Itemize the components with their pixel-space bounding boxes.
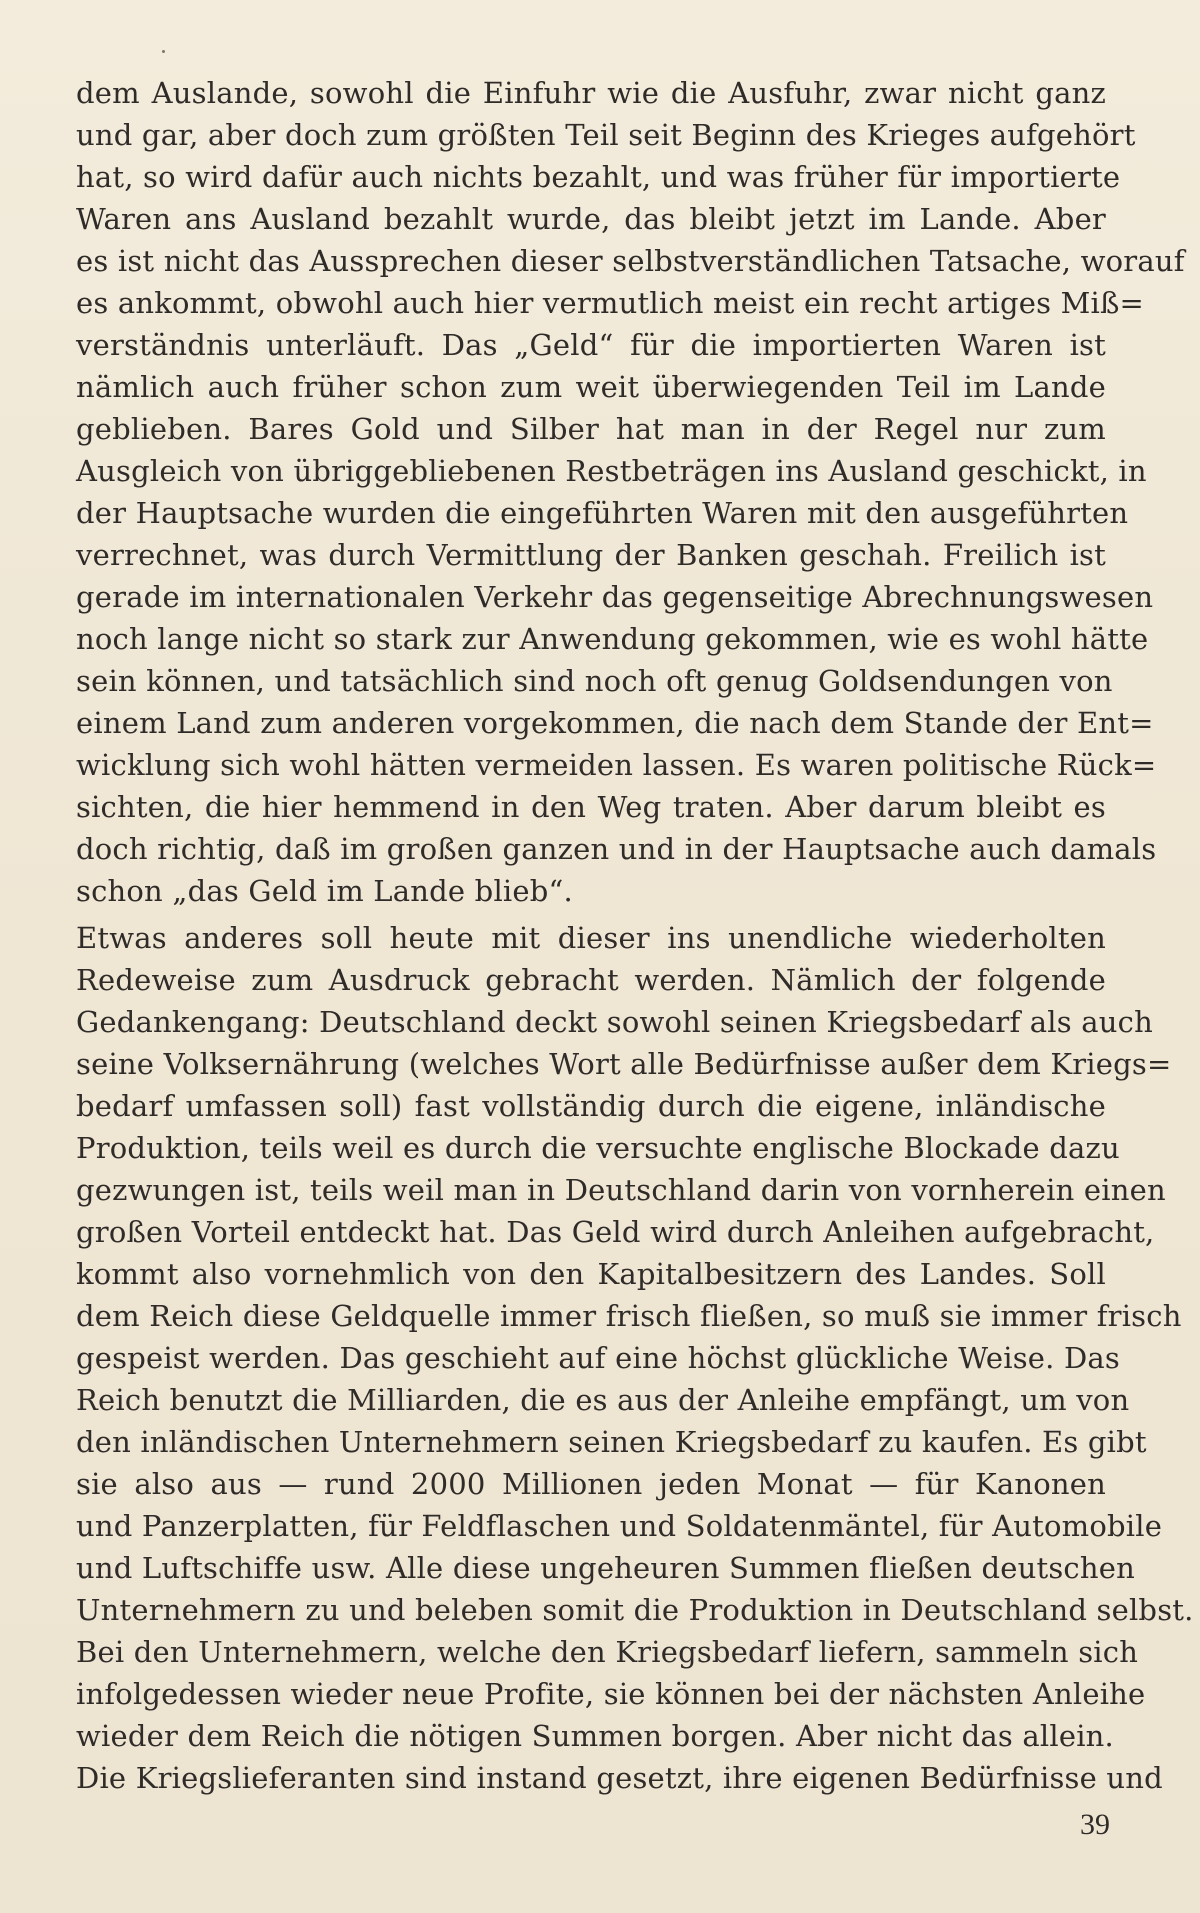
text-line: und Luftschiffe usw. Alle diese ungeheuren Summen fließen deutschen bbox=[76, 1551, 1135, 1585]
text-line: Gedankengang: Deutschland deckt sowohl seinen Kriegsbedarf als auch bbox=[76, 1005, 1153, 1039]
text-line: dem Auslande, sowohl die Einfuhr wie die Ausfuhr, zwar nicht ganz bbox=[76, 76, 1106, 110]
text-line: gespeist werden. Das geschieht auf eine höchst glückliche Weise. Das bbox=[76, 1341, 1120, 1375]
text-line: bedarf umfassen soll) fast vollständig durch die eigene, inländische bbox=[76, 1089, 1106, 1123]
text-line: gezwungen ist, teils weil man in Deutschland darin von vornherein einen bbox=[76, 1173, 1166, 1207]
page-number: 39 bbox=[1080, 1808, 1110, 1841]
text-line: dem Reich diese Geldquelle immer frisch fließen, so muß sie immer frisch bbox=[76, 1299, 1182, 1333]
text-line: wieder dem Reich die nötigen Summen borgen. Aber nicht das allein. bbox=[76, 1719, 1114, 1753]
paragraph-1 bbox=[76, 72, 1185, 912]
text-line: sichten, die hier hemmend in den Weg traten. Aber darum bleibt es bbox=[76, 790, 1106, 824]
text-line: gerade im internationalen Verkehr das gegenseitige Abrechnungswesen bbox=[76, 580, 1154, 614]
text-line: Redeweise zum Ausdruck gebracht werden. Nämlich der folgende bbox=[76, 963, 1106, 997]
text-line: und gar, aber doch zum größten Teil seit Beginn des Krieges aufgehört bbox=[76, 118, 1136, 152]
text-line: Produktion, teils weil es durch die versuchte englische Blockade dazu bbox=[76, 1131, 1120, 1165]
text-line: kommt also vornehmlich von den Kapitalbesitzern des Landes. Soll bbox=[76, 1257, 1106, 1291]
text-line: schon „das Geld im Lande blieb“. bbox=[76, 874, 573, 908]
text-line: Die Kriegslieferanten sind instand gesetzt, ihre eigenen Bedürfnisse und bbox=[76, 1761, 1163, 1795]
text-line: wicklung sich wohl hätten vermeiden lassen. Es waren politische Rück= bbox=[76, 748, 1157, 782]
ink-dot bbox=[162, 50, 165, 53]
text-line: Unternehmern zu und beleben somit die Produktion in Deutschland selbst. bbox=[76, 1593, 1194, 1627]
text-line: Etwas anderes soll heute mit dieser ins unendliche wiederholten bbox=[76, 921, 1106, 955]
text-line: den inländischen Unternehmern seinen Kriegsbedarf zu kaufen. Es gibt bbox=[76, 1425, 1147, 1459]
text-line: Waren ans Ausland bezahlt wurde, das bleibt jetzt im Lande. Aber bbox=[76, 202, 1106, 236]
text-line: doch richtig, daß im großen ganzen und in der Hauptsache auch damals bbox=[76, 832, 1157, 866]
text-line: es ist nicht das Aussprechen dieser selbstverständlichen Tatsache, worauf bbox=[76, 244, 1185, 278]
text-line: es ankommt, obwohl auch hier vermutlich meist ein recht artiges Miß= bbox=[76, 286, 1145, 320]
paragraph-2 bbox=[76, 917, 1194, 1799]
text-line: sie also aus — rund 2000 Millionen jeden Monat — für Kanonen bbox=[76, 1467, 1106, 1501]
text-line: verrechnet, was durch Vermittlung der Banken geschah. Freilich ist bbox=[76, 538, 1106, 572]
text-line: noch lange nicht so stark zur Anwendung gekommen, wie es wohl hätte bbox=[76, 622, 1149, 656]
text-line: Bei den Unternehmern, welche den Kriegsbedarf liefern, sammeln sich bbox=[76, 1635, 1139, 1669]
text-line: nämlich auch früher schon zum weit überwiegenden Teil im Lande bbox=[76, 370, 1106, 404]
text-line: hat, so wird dafür auch nichts bezahlt, und was früher für importierte bbox=[76, 160, 1121, 194]
text-line: der Hauptsache wurden die eingeführten Waren mit den ausgeführten bbox=[76, 496, 1129, 530]
text-line: infolgedessen wieder neue Profite, sie können bei der nächsten Anleihe bbox=[76, 1677, 1146, 1711]
text-line: geblieben. Bares Gold und Silber hat man in der Regel nur zum bbox=[76, 412, 1106, 446]
text-line: Ausgleich von übriggebliebenen Restbeträgen ins Ausland geschickt, in bbox=[76, 454, 1147, 488]
text-line: verständnis unterläuft. Das „Geld“ für die importierten Waren ist bbox=[76, 328, 1106, 362]
text-line: einem Land zum anderen vorgekommen, die nach dem Stande der Ent= bbox=[76, 706, 1154, 740]
text-line: Reich benutzt die Milliarden, die es aus der Anleihe empfängt, um von bbox=[76, 1383, 1130, 1417]
text-line: sein können, und tatsächlich sind noch oft genug Goldsendungen von bbox=[76, 664, 1113, 698]
text-line: seine Volksernährung (welches Wort alle Bedürfnisse außer dem Kriegs= bbox=[76, 1047, 1172, 1081]
text-line: und Panzerplatten, für Feldflaschen und Soldatenmäntel, für Automobile bbox=[76, 1509, 1163, 1543]
text-line: großen Vorteil entdeckt hat. Das Geld wird durch Anleihen aufgebracht, bbox=[76, 1215, 1155, 1249]
